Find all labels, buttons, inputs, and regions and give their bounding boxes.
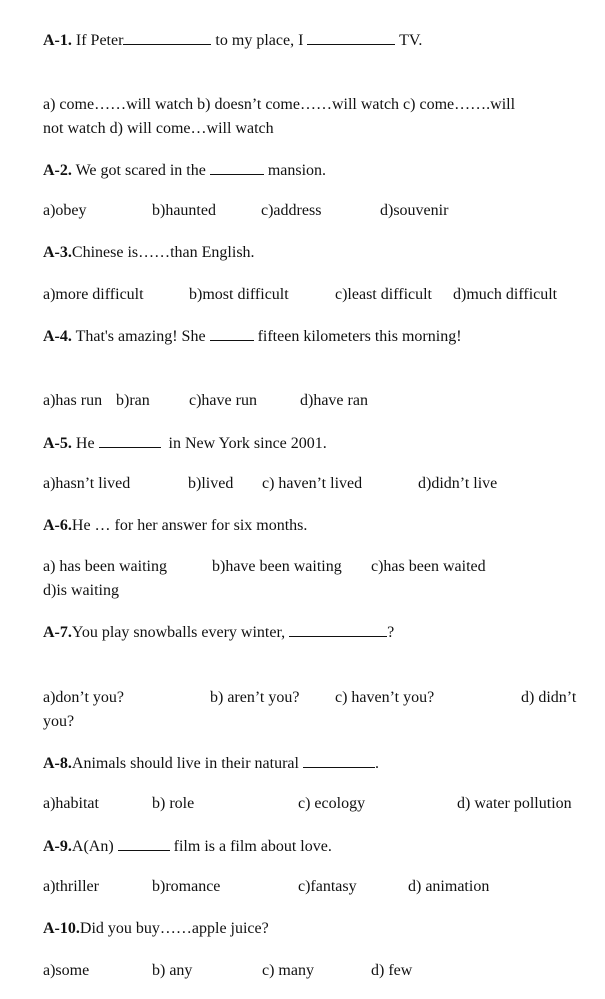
option-a: a)hasn’t lived [43, 475, 131, 492]
option-a: a)more difficult [43, 286, 144, 303]
question-a3 [43, 243, 255, 263]
answer-blank [123, 30, 211, 45]
question-number: A-9. [43, 838, 72, 855]
answer-blank [289, 622, 387, 637]
question-a10 [43, 919, 269, 939]
question-text: A(An) [71, 838, 118, 855]
question-number: A-6. [43, 517, 72, 534]
option-d: d) animation [408, 878, 490, 895]
question-a8 [43, 753, 379, 774]
answer-blank [210, 160, 264, 175]
option-d: d)is waiting [43, 582, 119, 599]
question-text: He … for her answer for six months. [71, 517, 308, 534]
question-number: A-4. [43, 328, 72, 345]
option-d: d) few [371, 962, 413, 979]
question-a2 [43, 160, 326, 181]
option-c: c) haven’t lived [262, 475, 363, 492]
options-line: not watch d) will come…will watch [43, 120, 274, 137]
question-a1 [43, 30, 422, 51]
option-c: c) ecology [298, 795, 366, 812]
question-number: A-7. [43, 624, 72, 641]
option-a: a)has run [43, 392, 103, 409]
option-c: c) haven’t you? [335, 689, 435, 706]
question-a7 [43, 622, 394, 643]
question-text: TV. [395, 32, 423, 49]
question-text: in New York since 2001. [160, 435, 327, 452]
option-d: d)souvenir [380, 202, 449, 219]
question-text: Chinese is……than English. [71, 244, 255, 261]
option-a: a)habitat [43, 795, 99, 812]
answer-blank [118, 836, 170, 851]
option-c: c)has been waited [371, 558, 486, 575]
option-c: c)least difficult [335, 286, 432, 303]
answer-blank [99, 433, 161, 448]
question-text: That's amazing! She [71, 328, 210, 345]
option-continuation: you? [43, 713, 75, 730]
question-text: Animals should live in their natural [71, 755, 303, 772]
option-b: b) any [152, 962, 193, 979]
option-d: d) water pollution [457, 795, 572, 812]
question-number: A-8. [43, 755, 72, 772]
question-a4 [43, 326, 462, 347]
question-a6 [43, 516, 307, 536]
option-c: c)fantasy [298, 878, 357, 895]
question-text: You play snowballs every winter, [71, 624, 290, 641]
question-number: A-5. [43, 435, 72, 452]
question-number: A-2. [43, 162, 72, 179]
question-text: fifteen kilometers this morning! [253, 328, 462, 345]
option-b: b)romance [152, 878, 221, 895]
option-d: d)didn’t live [418, 475, 498, 492]
answer-blank [210, 326, 254, 341]
question-text: ? [387, 624, 395, 641]
option-d: d)have ran [300, 392, 368, 409]
option-b: b) aren’t you? [210, 689, 300, 706]
question-a9 [43, 836, 332, 857]
option-c: c)have run [189, 392, 257, 409]
question-a5 [43, 433, 327, 454]
option-c: c) many [262, 962, 314, 979]
question-text: film is a film about love. [169, 838, 332, 855]
option-b: b) role [152, 795, 195, 812]
answer-blank [303, 753, 375, 768]
question-number: A-3. [43, 244, 72, 261]
question-number: A-10. [43, 920, 80, 937]
option-a: a)some [43, 962, 90, 979]
option-b: b)ran [116, 392, 150, 409]
question-text: He [71, 435, 99, 452]
option-d: d)much difficult [453, 286, 558, 303]
options-line: a) come……will watch b) doesn’t come……will watch c) come…….will [43, 96, 516, 113]
option-a: a) has been waiting [43, 558, 167, 575]
question-text: . [374, 755, 379, 772]
question-text: to my place, I [211, 32, 308, 49]
option-a: a)obey [43, 202, 87, 219]
option-a: a)don’t you? [43, 689, 125, 706]
option-a: a)thriller [43, 878, 99, 895]
question-number: A-1. [43, 32, 72, 49]
option-b: b)have been waiting [212, 558, 342, 575]
option-b: b)haunted [152, 202, 216, 219]
option-d: d) didn’t [521, 689, 577, 706]
option-b: b)lived [188, 475, 234, 492]
question-text: mansion. [263, 162, 327, 179]
question-text: We got scared in the [71, 162, 210, 179]
answer-blank [307, 30, 395, 45]
option-b: b)most difficult [189, 286, 289, 303]
question-text: If Peter [71, 32, 124, 49]
option-c: c)address [261, 202, 322, 219]
question-text: Did you buy……apple juice? [79, 920, 269, 937]
